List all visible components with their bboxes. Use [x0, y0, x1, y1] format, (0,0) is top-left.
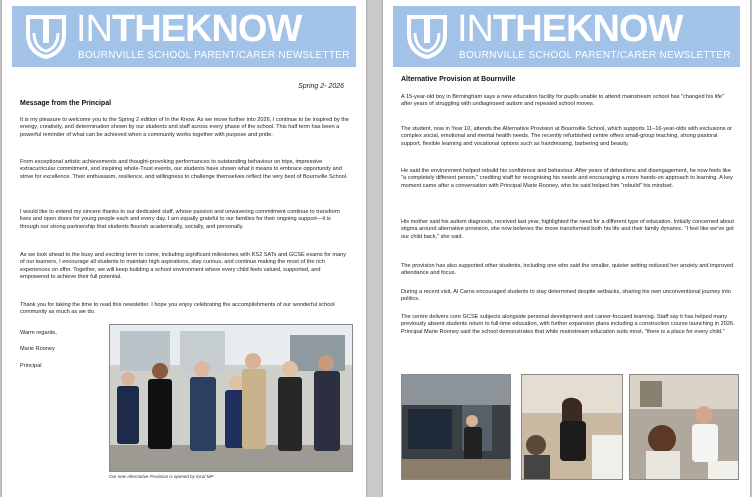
- opening-group-photo: [109, 324, 353, 472]
- principal-name: Marie Rooney: [20, 346, 55, 352]
- ap-photo-classroom: [401, 374, 511, 480]
- issue-date: Spring 2- 2026: [298, 83, 344, 90]
- principal-paragraph-4: As we look ahead to the busy and exciting term to come, including significant milestones with KS2 SATs and GCSE exams for many of our learners, I encourage all students to maintain high aspirations, stay curious, and continue making the most of the rich experiences on offer. Together, we will keep building a school environment where every child feels valued, supported, and empowered to achieve their full potential.: [20, 252, 347, 280]
- principal-paragraph-1: It is my pleasure to welcome you to the Spring 2 edition of In the Know. As we move further into 2026, I continue to be inspired by the energy, creativity, and determination shown by our students and staff across every phase of the school. This half term has been a powerful reminder of what can be achieved when a community works together with purpose and pride.: [20, 117, 349, 138]
- masthead-title: [76, 9, 301, 49]
- students-photo-illustration: [630, 375, 738, 479]
- principal-role: Principal: [20, 363, 42, 369]
- school-logo-icon: [403, 13, 451, 59]
- school-logo-icon: [22, 13, 70, 59]
- ap-paragraph-3: He said the environment helped rebuild his confidence and behaviour. After years of detentions and disengagement, he now feels like "a completely different person," crediting staff for recognising his needs and encouraging a more hands-on approach to learning. A key moment came after a conversation with Principal Marie Rooney, who he said helped him "rebuild" his mindset.: [401, 168, 733, 189]
- masthead-title-bold: THEKNOW: [493, 8, 683, 50]
- principal-paragraph-5: Thank you for taking the time to read this newsletter. I hope you enjoy celebrating the accomplishments of our wonderful school community as much as we do.: [20, 302, 335, 316]
- masthead-banner: [12, 6, 356, 67]
- masthead-subtitle: BOURNVILLE SCHOOL PARENT/CARER NEWSLETTER: [459, 50, 731, 61]
- masthead-title: [457, 9, 682, 49]
- ap-photo-students: [629, 374, 739, 480]
- conversation-photo-illustration: [522, 375, 622, 479]
- ap-paragraph-5: The provision has also supported other students, including one who said the smaller, quieter setting reduced her anxiety and improved attendance and focus.: [401, 263, 734, 277]
- masthead-title-light: IN: [457, 8, 493, 50]
- ap-paragraph-6: During a recent visit, Al Carns encouraged students to stay determined despite setbacks, sharing his own unconventional journey into politics.: [401, 289, 731, 303]
- principal-message-heading: Message from the Principal: [20, 100, 112, 107]
- classroom-photo-illustration: [402, 375, 510, 479]
- ap-paragraph-1: A 15-year-old boy in Birmingham says a new education facility for pupils unable to attend mainstream school has "changed his life" after years of struggling with undiagnosed autism and repeated school moves.: [401, 94, 724, 108]
- ap-paragraph-7: The centre delivers core GCSE subjects alongside personal development and career-focused learning. Staff say it has helped many previously absent students return to full-time education, with further expansion plans including a construction course launching in 2026. Principal Marie Rooney said the school demonstrates that while mainstream education suits most, "there is a place for every child.": [401, 314, 735, 335]
- ap-photo-conversation: [521, 374, 623, 480]
- signoff: Warm regards,: [20, 330, 57, 336]
- principal-paragraph-2: From exceptional artistic achievements and thought-provoking performances to outstanding behaviour on trips, impressive extracurricular commitment, and inspiring whole-Trust events, our students have shown what it means to embrace opportunity and strive for excellence. Their enthusiasm, resilience, and willingness to challenge themselves reflect the very best of Bournville School.: [20, 159, 348, 180]
- masthead-title-bold: THEKNOW: [112, 8, 302, 50]
- masthead-banner: [393, 6, 740, 67]
- alternative-provision-heading: Alternative Provision at Bournville: [401, 76, 516, 83]
- masthead-title-light: IN: [76, 8, 112, 50]
- masthead-subtitle: BOURNVILLE SCHOOL PARENT/CARER NEWSLETTER: [78, 50, 350, 61]
- principal-paragraph-3: I would like to extend my sincere thanks to our dedicated staff, whose passion and unwavering commitment continue to transform lives and open doors for young people each and every day. I am equally grateful to our families for their ongoing support—it is through our strong partnership that students flourish academically, socially, and personally.: [20, 209, 340, 230]
- ap-paragraph-2: The student, now in Year 10, attends the Alternative Provision at Bournville School, which supports 11–16-year-olds with exclusions or complex social, emotional and mental health needs. The recently refurbished centre offers small-group teaching, strong pastoral support, flexible learning and vocational options such as hairdressing, barbering and beauty.: [401, 126, 733, 147]
- ap-paragraph-4: His mother said his autism diagnosis, received last year, highlighted the need for a different type of education. Initially concerned about stigma around alternative provision, she now believes the move transformed both his life and their family dynamic. "I feel like we've got our child back," she said.: [401, 219, 734, 240]
- group-photo-illustration: [110, 325, 352, 471]
- newsletter-page-right: [383, 0, 750, 497]
- photo-caption: Our new Alternative Provision is opened by local MP: [109, 474, 214, 479]
- newsletter-page-left: [2, 0, 366, 497]
